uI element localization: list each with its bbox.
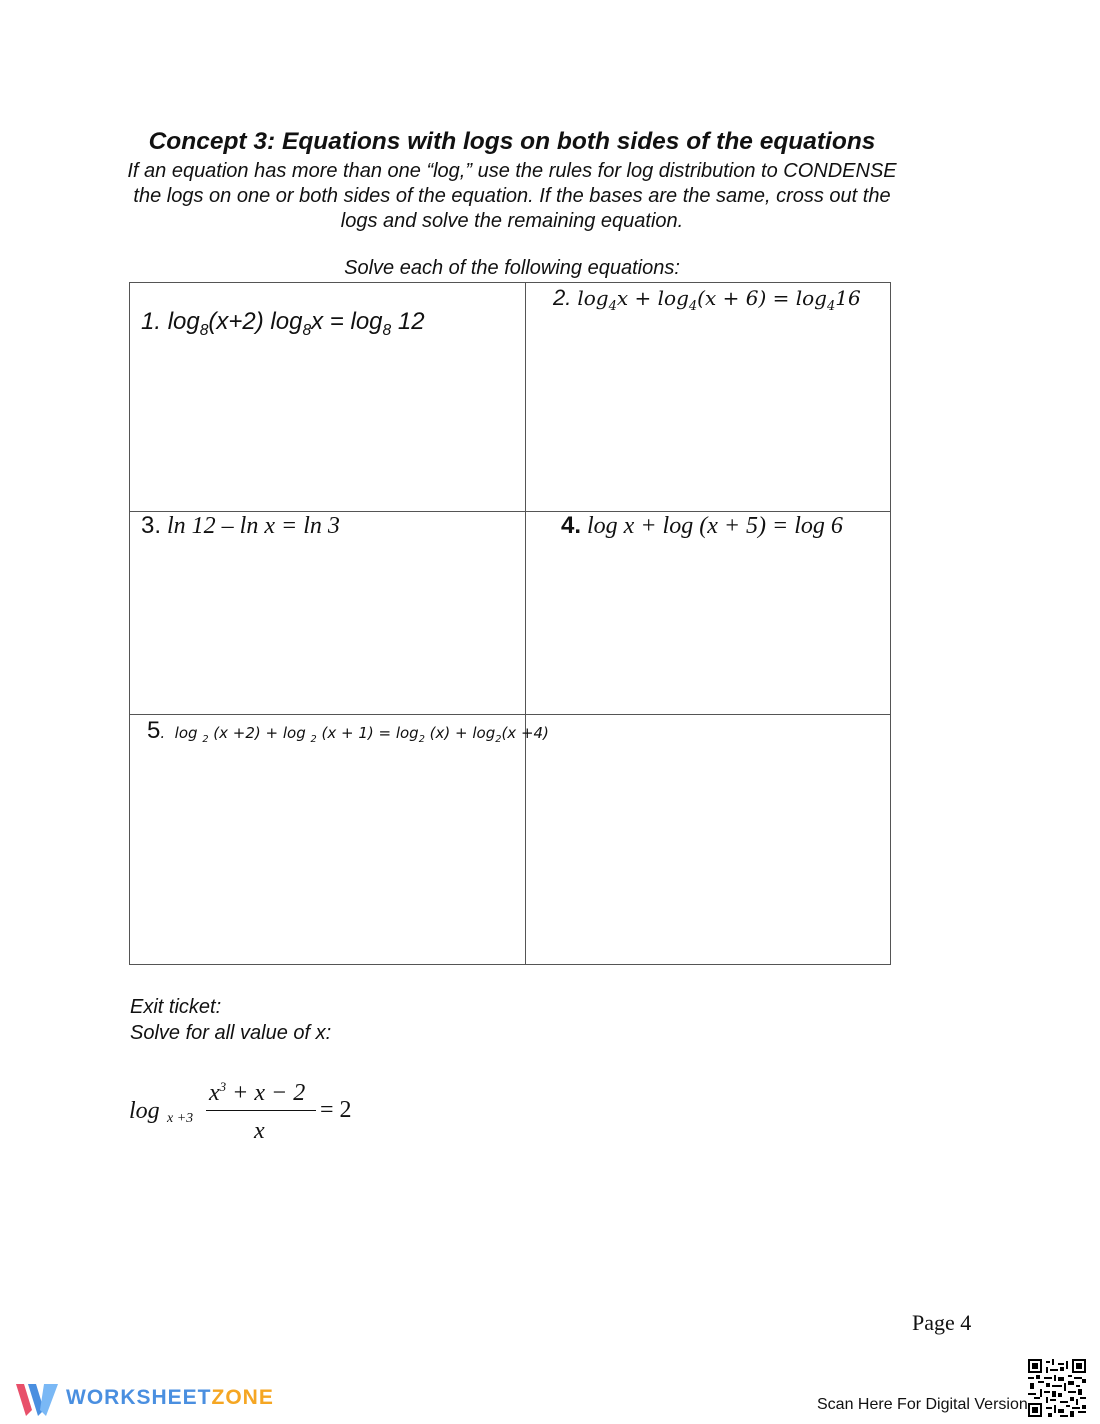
equation-rhs: = 2	[320, 1097, 352, 1123]
problem-grid	[129, 282, 891, 965]
problem-1: 1. $\log_8(x+2) \log_8x = \log_8 12$	[141, 308, 425, 339]
page-number: Page 4	[912, 1310, 972, 1335]
problem-number: 2.	[553, 285, 572, 310]
grid-divider-horizontal	[129, 714, 891, 715]
fraction-denominator: x	[254, 1118, 265, 1144]
exit-ticket-prompt: Solve for all value of x:	[130, 1022, 332, 1044]
problem-4: 4. log x + log (x + 5) = log 6	[561, 512, 843, 539]
exit-ticket	[130, 994, 331, 1046]
worksheetzone-logo-icon	[14, 1380, 62, 1418]
problem-number: 3.	[141, 512, 162, 539]
fraction-numerator: $x^3 + x - 2$	[209, 1079, 306, 1106]
problem-3: 3. ln 12 – ln x = ln 3	[141, 512, 340, 539]
grid-divider-vertical	[525, 282, 526, 965]
log-label: log	[129, 1098, 160, 1124]
problem-number: 4.	[561, 512, 582, 539]
problem-2: 2. $\log_4x + \log_4(x + 6) = \log_416$	[553, 285, 861, 314]
problem-number: 5	[147, 717, 161, 744]
instructions: Solve each of the following equations:	[344, 257, 680, 279]
fraction-bar	[206, 1110, 316, 1111]
problem-number: 1.	[141, 308, 162, 335]
scan-text: Scan Here For Digital Version	[817, 1396, 1028, 1413]
qr-code-icon[interactable]	[1028, 1359, 1086, 1417]
exit-ticket-equation	[129, 1075, 369, 1155]
intro-paragraph: If an equation has more than one “log,” use the rules for log distribution to CONDENSE the logs on one or both sides of the equation. If the bases are the same, cross out the logs and solve the remaining equation.	[127, 160, 897, 232]
brand-name: WORKSHEETZONE	[66, 1386, 274, 1409]
exit-ticket-heading: Exit ticket:	[130, 996, 222, 1018]
page-title: Concept 3: Equations with logs on both sides of the equations	[148, 128, 876, 155]
problem-5: 5. log $_2$ (x +2) + log $_2$ $(x + 1) = \log_2 (x) + \log_2(x +4)$	[147, 717, 549, 745]
log-base: x +3	[167, 1111, 194, 1126]
